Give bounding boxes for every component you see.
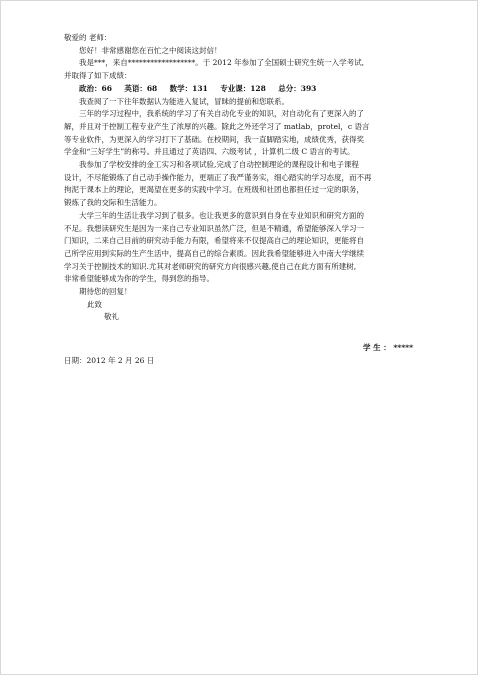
- paragraph-3-line-4: 锻炼了我的交际和生活能力。: [64, 198, 162, 208]
- paragraph-1: 我查阅了一下往年数据认为能进入复试，冒昧的提前和您联系。: [79, 96, 289, 106]
- scores-line: [64, 83, 413, 96]
- paragraph-4-line-6: 非常希望能够成为你的学生，得到您的指导。: [64, 274, 214, 284]
- closing-line-1: 此致: [87, 299, 102, 309]
- score-label-major: 专业课：: [220, 83, 251, 93]
- intro-line-2: 并取得了如下成绩：: [64, 71, 132, 81]
- signature: 学 生 ： *****: [363, 343, 413, 353]
- score-value-math: 131: [192, 83, 208, 93]
- paragraph-2-line-4: 学金和“三好学生”的称号。并且通过了英语四、六级考试 ，计算机二级 C 语言的考试。: [64, 147, 355, 157]
- paragraph-5: 期待您的回复！: [79, 287, 132, 297]
- closing-line-2: 敬礼: [104, 312, 119, 322]
- paragraph-4-line-2: 不足。我想读研究生是因为一来自己专业知识虽然广泛，但是不精通，希望能够深入学习一: [64, 223, 364, 233]
- date-line: 日期：2012 年 2 月 26 日: [64, 355, 155, 365]
- score-label-politics: 政治：: [79, 83, 102, 93]
- paragraph-2-line-1: 三年的学习过程中，我系统的学习了有关自动化专业的知识，对自动化有了更深入的了: [79, 109, 364, 119]
- score-value-total: 393: [300, 83, 317, 93]
- paragraph-4-line-4: 己所学应用到实际的生产生活中，提高自己的综合素质。因此我希望能够进入中南大学继续: [64, 248, 364, 258]
- score-value-politics: 66: [101, 83, 112, 93]
- score-label-english: 英语：: [124, 83, 147, 93]
- letter-body: [64, 32, 413, 368]
- paragraph-3-line-1: 我参加了学校安排的金工实习和各项试验,完成了自动控制理论的课程设计和电子课程: [79, 160, 359, 170]
- greeting: 您好！非常感谢您在百忙之中阅读这封信！: [79, 45, 222, 55]
- score-value-major: 128: [250, 83, 266, 93]
- paragraph-4-line-5: 学习关于控制技术的知识.尤其对老师研究的研究方向很感兴趣,使自己在此方面有所建树,: [64, 261, 357, 271]
- score-value-english: 68: [146, 83, 158, 93]
- intro-line-1: 我是***，来自******************。于 2012 年参加了全国硕士研究生统一入学考试,: [79, 58, 364, 68]
- paragraph-3-line-3: 拘泥于课本上的理论，更渴望在更多的实践中学习。在班级和社团也都担任过一定的职务，: [64, 185, 364, 195]
- paragraph-4-line-3: 门知识，二来自己目前的研究动手能力有限，希望将来不仅提高自己的理论知识，更能将自: [64, 236, 364, 246]
- paragraph-4-line-1: 大学三年的生活让我学习到了很多。也让我更多的意识到自身在专业知识和研究方面的: [79, 210, 364, 220]
- paragraph-2-line-3: 等专业软件，为更深入的学习打下了基础。在校期间，我一直脚踏实地，成绩优秀，获得奖: [64, 134, 364, 144]
- salutation: 敬爱的 老师：: [64, 33, 112, 42]
- score-label-total: 总分：: [278, 83, 301, 93]
- paragraph-3-line-2: 设计，不尽能锻炼了自己动手操作能力，更端正了我严谨务实，细心踏实的学习态度，而不再: [64, 172, 372, 182]
- score-label-math: 数学：: [169, 83, 193, 93]
- paragraph-2-line-2: 解，并且对于控制工程专业产生了浓厚的兴趣。除此之外还学习了 matlab，protel，c 语言: [64, 121, 370, 131]
